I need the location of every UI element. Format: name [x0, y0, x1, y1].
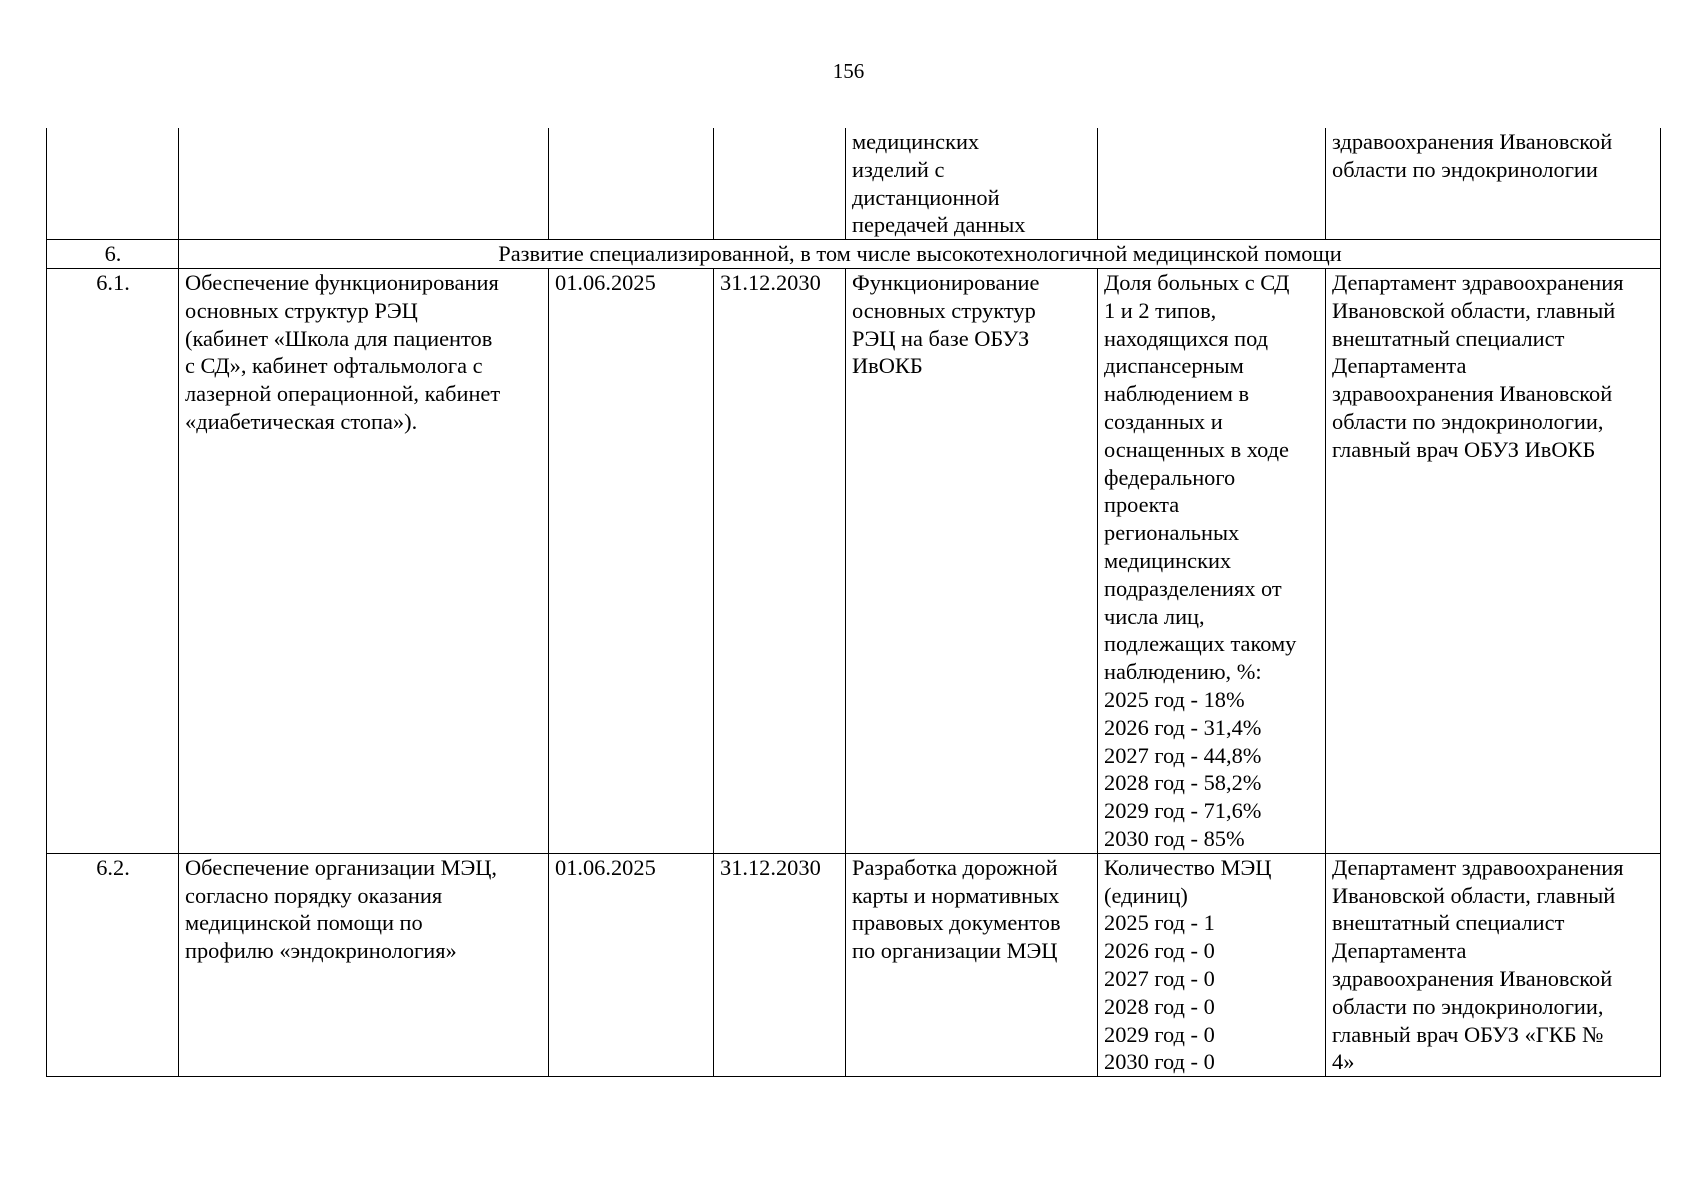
section-title: Развитие специализированной, в том числе высокотехнологичной медицинской помощи [179, 240, 1661, 269]
row-number: 6.1. [47, 268, 179, 853]
row-responsible: Департамент здравоохранения Ивановской области, главный внештатный специалист Департамента здравоохранения Ивановской области по эндокринологии, главный врач ОБУЗ ИвОКБ [1326, 268, 1661, 853]
continuation-row [47, 128, 1661, 240]
row-indicator: Доля больных с СД 1 и 2 типов, находящихся под диспансерным наблюдением в созданных и оснащенных в ходе федерального проекта региональных медицинских подразделениях от числа лиц, подлежащих такому наблюдению, %: 2025 год - 18% 2026 год - 31,4% 2027 год - 44,8% 2028 год - 58,2% 2029 год - 71,6% 2030 год - 85% [1098, 268, 1326, 853]
row-indicator: Количество МЭЦ (единиц) 2025 год - 1 2026 год - 0 2027 год - 0 2028 год - 0 2029 год - 0 2030 год - 0 [1098, 853, 1326, 1076]
cell-measure [179, 128, 549, 240]
page-number: 156 [832, 59, 865, 83]
cell-result: медицинских изделий с дистанционной передачей данных [846, 128, 1098, 240]
cell-number [47, 128, 179, 240]
cell-start-date [549, 128, 714, 240]
row-start-date: 01.06.2025 [549, 853, 714, 1076]
row-number: 6.2. [47, 853, 179, 1076]
section-number: 6. [47, 240, 179, 269]
row-end-date: 31.12.2030 [714, 853, 846, 1076]
row-result: Функционирование основных структур РЭЦ на базе ОБУЗ ИвОКБ [846, 268, 1098, 853]
row-end-date: 31.12.2030 [714, 268, 846, 853]
cell-indicator [1098, 128, 1326, 240]
table-row [47, 853, 1661, 1076]
row-result: Разработка дорожной карты и нормативных правовых документов по организации МЭЦ [846, 853, 1098, 1076]
table-row [47, 268, 1661, 853]
row-responsible: Департамент здравоохранения Ивановской области, главный внештатный специалист Департамента здравоохранения Ивановской области по эндокринологии, главный врач ОБУЗ «ГКБ № 4» [1326, 853, 1661, 1076]
section-header-row [47, 240, 1661, 269]
action-plan-table [46, 128, 1661, 1077]
cell-end-date [714, 128, 846, 240]
row-measure: Обеспечение организации МЭЦ, согласно порядку оказания медицинской помощи по профилю «эндокринология» [179, 853, 549, 1076]
row-measure: Обеспечение функционирования основных структур РЭЦ (кабинет «Школа для пациентов с СД», кабинет офтальмолога с лазерной операционной, кабинет «диабетическая стопа»). [179, 268, 549, 853]
cell-responsible: здравоохранения Ивановской области по эндокринологии [1326, 128, 1661, 240]
row-start-date: 01.06.2025 [549, 268, 714, 853]
